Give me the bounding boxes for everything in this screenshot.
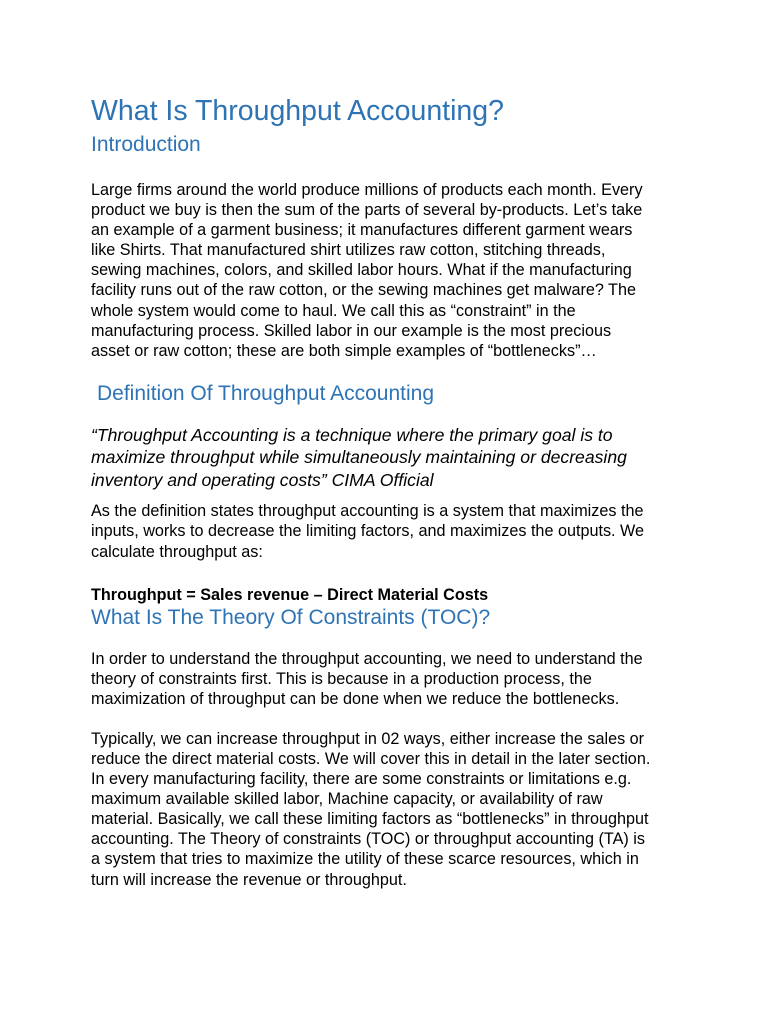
text-line: accounting. The Theory of constraints (TOC) or throughput accounting (TA) is — [91, 830, 645, 849]
toc-paragraph-2 — [91, 729, 691, 890]
text-line: calculate throughput as: — [91, 542, 263, 561]
text-line: Large firms around the world produce millions of products each month. Every — [91, 181, 643, 199]
definition-paragraph — [91, 501, 691, 561]
definition-heading: Definition Of Throughput Accounting — [97, 381, 434, 405]
text-line: maximum available skilled labor, Machine capacity, or availability of raw — [91, 790, 603, 809]
intro-paragraph — [91, 180, 691, 361]
text-line: Typically, we can increase throughput in 02 ways, either increase the sales or — [91, 729, 645, 748]
text-line: material. Basically, we call these limiting factors as “bottlenecks” in throughput — [91, 810, 649, 829]
text-line: reduce the direct material costs. We will cover this in detail in the later section. — [91, 750, 651, 768]
text-line: maximization of throughput can be done when we reduce the bottlenecks. — [91, 689, 620, 708]
text-line: whole system would come to haul. We call this as “constraint” in the — [91, 301, 576, 320]
text-line: product we buy is then the sum of the parts of several by-products. Let’s take — [91, 201, 643, 220]
toc-heading: What Is The Theory Of Constraints (TOC)? — [91, 605, 491, 629]
intro-heading: Introduction — [91, 133, 201, 156]
text-line: sewing machines, colors, and skilled labor hours. What if the manufacturing — [91, 261, 632, 280]
text-line: In order to understand the throughput accounting, we need to understand the — [91, 649, 643, 668]
toc-paragraph-1 — [91, 649, 691, 709]
text-line: theory of constraints first. This is because in a production process, the — [91, 669, 592, 688]
text-line: facility runs out of the raw cotton, or the sewing machines get malware? The — [91, 281, 636, 300]
text-line: like Shirts. That manufactured shirt utilizes raw cotton, stitching threads, — [91, 241, 606, 260]
quote-line: maximize throughput while simultaneously maintaining or decreasing — [91, 447, 627, 468]
document-page — [91, 92, 691, 890]
text-line: an example of a garment business; it manufactures different garment wears — [91, 221, 633, 240]
text-line: inputs, works to decrease the limiting factors, and maximizes the outputs. We — [91, 522, 645, 541]
quote-line: “Throughput Accounting is a technique where the primary goal is to — [91, 424, 613, 445]
quote-line: inventory and operating costs” CIMA Official — [91, 469, 434, 490]
text-line: manufacturing process. Skilled labor in our example is the most precious — [91, 321, 612, 340]
text-line: In every manufacturing facility, there are some constraints or limitations e.g. — [91, 770, 632, 789]
text-line: turn will increase the revenue or throughput. — [91, 870, 407, 889]
definition-quote — [91, 424, 691, 492]
throughput-formula: Throughput = Sales revenue – Direct Material Costs — [91, 585, 489, 604]
text-line: asset or raw cotton; these are both simple examples of “bottlenecks”… — [91, 341, 597, 360]
document-title: What Is Throughput Accounting? — [91, 95, 504, 127]
text-line: As the definition states throughput accounting is a system that maximizes the — [91, 502, 644, 521]
text-line: a system that tries to maximize the utility of these scarce resources, which in — [91, 850, 639, 869]
